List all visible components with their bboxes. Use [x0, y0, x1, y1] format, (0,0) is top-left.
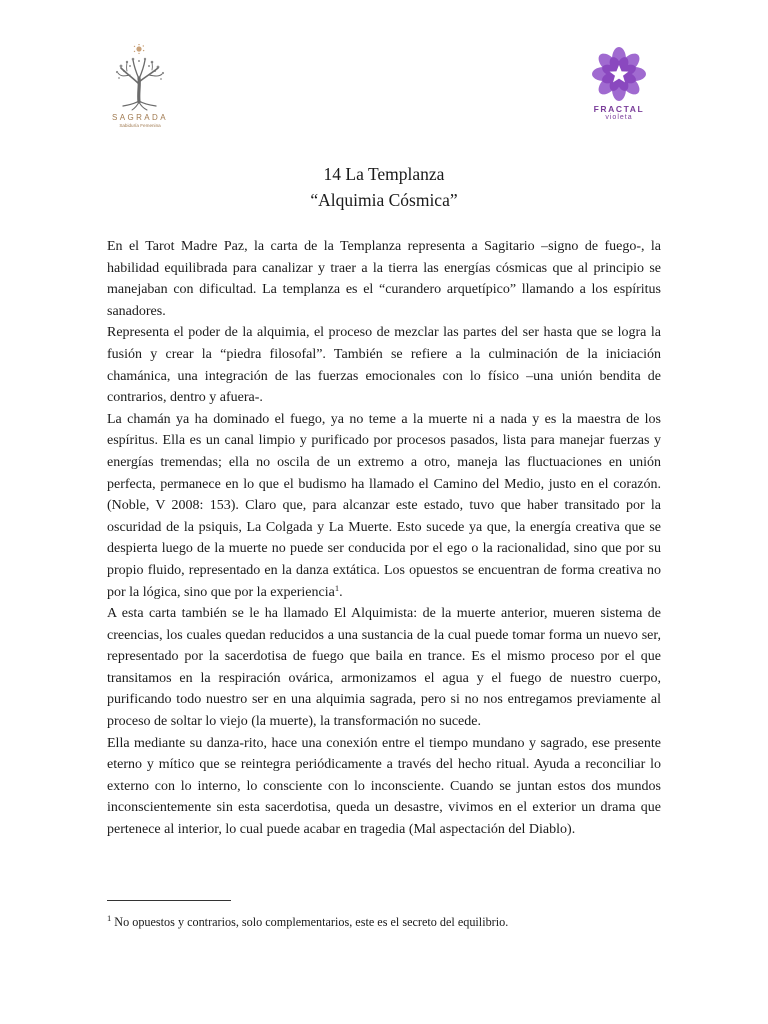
document-body: [107, 236, 661, 841]
tree-icon: [109, 44, 171, 112]
fractal-violeta-logo: [578, 46, 660, 130]
paragraph: Ella mediante su danza-rito, hace una conexión entre el tiempo mundano y sagrado, ese presente eterno y mítico que se reintegra periódicamente a través del hecho ritual. Ayuda a reconciliar lo externo con lo interno, lo consciente con lo inconsciente. Cuando se juntan estos dos mundos inconscientemente sin esta sacerdotisa, queda un desastre, vivimos en el exterior un drama que pertenece al interior, lo cual puede acabar en tragedia (Mal aspectación del Diablo).: [107, 735, 661, 838]
sagrada-logo: [100, 44, 180, 136]
paragraph-text: La chamán ya ha dominado el fuego, ya no teme a la muerte ni a nada y es la maestra de los espíritus. Ella es un canal limpio y purificado por procesos pasados, lista para manejar fuerzas y energías tremendas; ella no oscila de un extremo a otro, maneja las fluctuaciones en unión perfecta, permanece en lo que el budismo ha llamado el Camino del Medio, justo en el corazón. (Noble, V 2008: 153). Claro que, para alcanzar este estado, tuvo que haber transitado por la oscuridad de la psiquis, La Colgada y La Muerte. Esto sucede ya que, la energía creativa que se despierta luego de la muerte no puede ser conducida por el ego o la racionalidad, sino que por su propio fluido, representado en la danza extática. Los opuestos se encuentran de forma creativa no por la lógica, sino que por la experiencia: [107, 411, 661, 600]
flower-icon: [591, 46, 647, 102]
footnote-reference[interactable]: 1: [334, 582, 340, 593]
document-subtitle: “Alquimia Cósmica”: [310, 190, 458, 210]
paragraph: En el Tarot Madre Paz, la carta de la Templanza representa a Sagitario –signo de fuego-, la habilidad equilibrada para canalizar y traer a la tierra las energías cósmicas que al principio se manejaban con dificultad. La templanza es el “curandero arquetípico” llamando a los espíritus sanadores.: [107, 239, 661, 319]
document-heading: [0, 161, 768, 213]
document-title: 14 La Templanza: [323, 164, 445, 184]
paragraph: La chamán ya ha dominado el fuego, ya no teme a la muerte ni a nada y es la maestra de los espíritus. Ella es un canal limpio y purificado por procesos pasados, lista para manejar fuerzas y energías tremendas; ella no oscila de un extremo a otro, maneja las fluctuaciones en unión perfecta, permanece en lo que el budismo ha llamado el Camino del Medio, justo en el corazón. (Noble, V 2008: 153). Claro que, para alcanzar este estado, tuvo que haber transitado por la oscuridad de la psiquis, La Colgada y La Muerte. Esto sucede ya que, la energía creativa que se despierta luego de la muerte no puede ser conducida por el ego o la racionalidad, sino que por su propio fluido, representado en la danza extática. Los opuestos se encuentran de forma creativa no por la lógica, sino que por la experiencia$^1$.: [107, 411, 661, 600]
sagrada-logo-name: SAGRADA: [112, 113, 168, 122]
footnote-separator: [107, 900, 231, 901]
fractal-logo-tagline: violeta: [605, 114, 633, 121]
paragraph: A esta carta también se le ha llamado El Alquimista: de la muerte anterior, mueren sistema de creencias, los cuales quedan reducidos a una sustancia de la cual puede tomar forma un nuevo ser, representado por la sacerdotisa de fuego que baila en trance. Es el mismo proceso por el que transitamos en la respiración ovárica, armonizamos el agua y el fuego de nuestro cuerpo, purificando todo nuestro ser en una alquimia sagrada, pero si no nos entregamos previamente al proceso de soltar lo viejo (la muerte), la transformación no sucede.: [107, 606, 661, 730]
sagrada-logo-tagline: Sabiduría Femenina: [119, 123, 161, 128]
footnote-number: 1: [107, 913, 112, 923]
footnote: [107, 914, 661, 930]
footnote-text: No opuestos y contrarios, solo complementarios, este es el secreto del equilibrio.: [111, 915, 509, 929]
paragraph: Representa el poder de la alquimia, el proceso de mezclar las partes del ser hasta que se logra la fusión y crear la “piedra filosofal”. También se refiere a la culminación de la iniciación chamánica, una integración de las fuerzas emocionales con lo físico –una unión bendita de contrarios, dentro y afuera-.: [107, 325, 661, 406]
fractal-logo-name: FRACTAL: [593, 104, 645, 114]
